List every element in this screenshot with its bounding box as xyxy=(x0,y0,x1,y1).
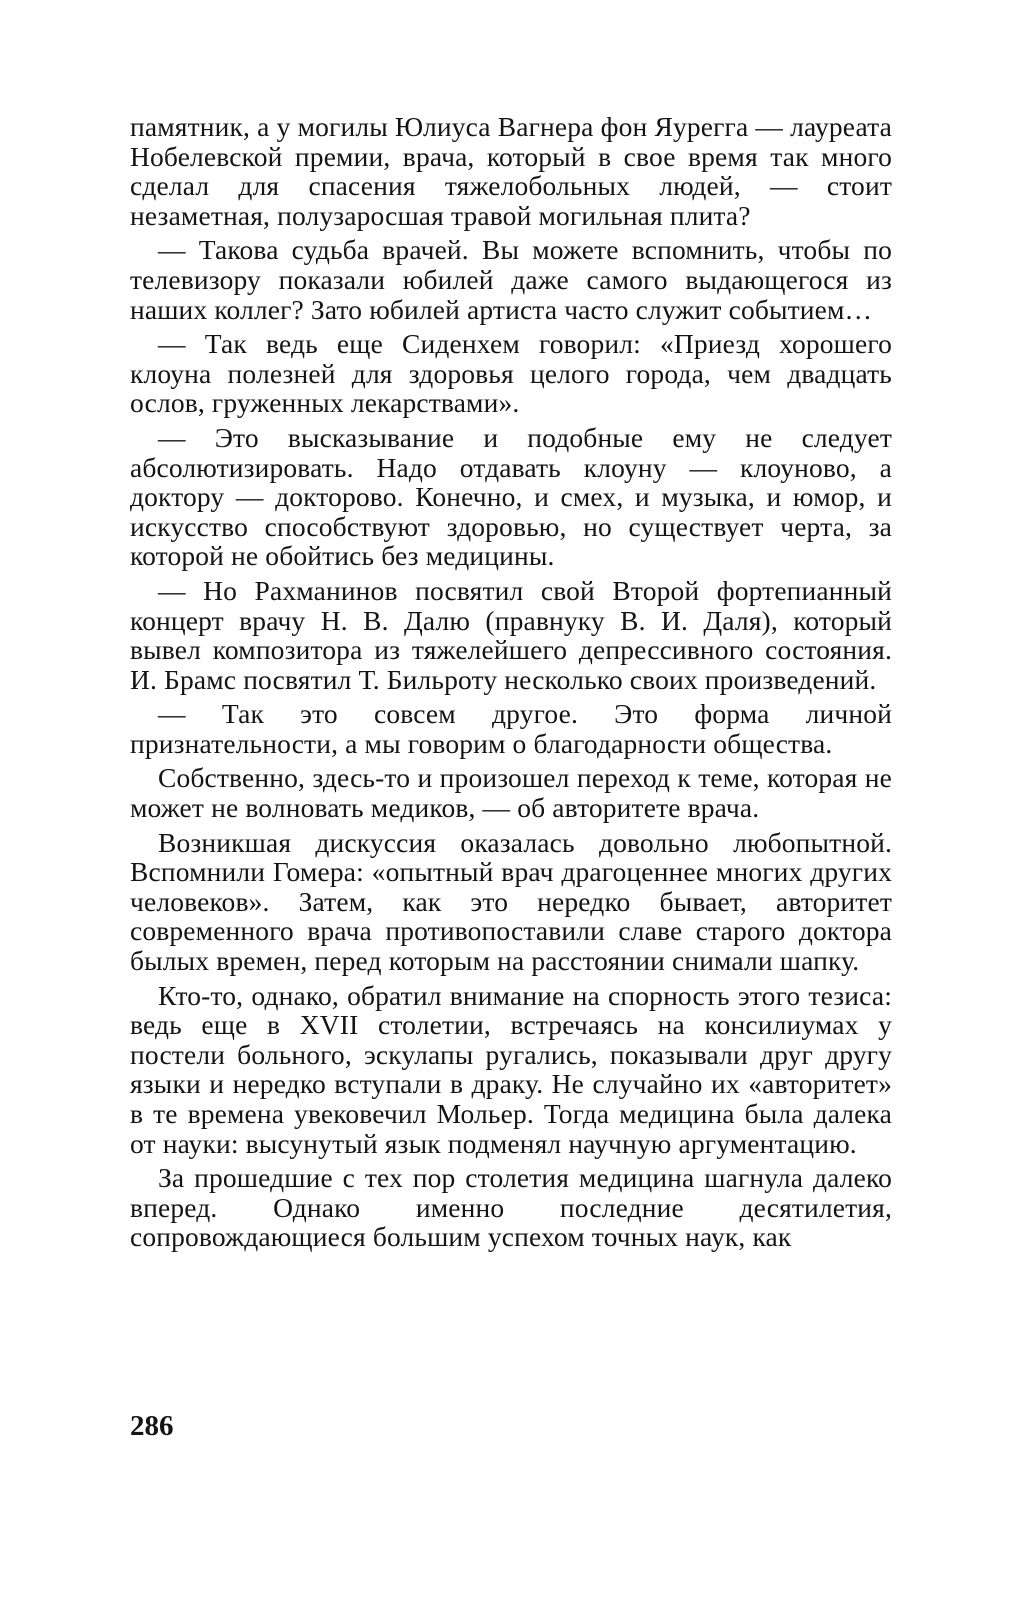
paragraph: Возникшая дискуссия оказалась довольно любопытной. Вспомнили Гомера: «опытный врач драгоценнее многих других человеков». Затем, как это нередко бывает, авторитет современного врача противопоставили славе старого доктора былых времен, перед которым на расстоянии снимали шапку. xyxy=(130,826,892,977)
paragraph: — Так ведь еще Сиденхем говорил: «Приезд хорошего клоуна полезней для здоровья целого города, чем двадцать ослов, груженных лекарствами». xyxy=(130,328,892,419)
paragraph: За прошедшие с тех пор столетия медицина шагнула далеко вперед. Однако именно последние десятилетия, сопровождающиеся большим успехом точных наук, как xyxy=(130,1162,892,1253)
body-text xyxy=(130,112,892,1257)
paragraph: Собственно, здесь-то и произошел переход к теме, которая не может не волновать медиков, — об авторитете врача. xyxy=(130,762,892,824)
paragraph: — Так это совсем другое. Это форма личной признательности, а мы говорим о благодарности общества. xyxy=(130,698,892,759)
page-number: 286 xyxy=(130,1410,174,1442)
paragraph: памятник, а у могилы Юлиуса Вагнера фон Яурегга — лауреата Нобелевской премии, врача, который в свое время так много сделал для спасения тяжелобольных людей, — стоит незаметная, полузаросшая травой могильная плита? xyxy=(130,111,892,231)
paragraph: — Но Рахманинов посвятил свой Второй фортепианный концерт врачу Н. В. Далю (правнуку В. И. Даля), который вывел композитора из тяжелейшего депрессивного состояния. И. Брамс посвятил Т. Бильроту несколько своих произведений. xyxy=(130,574,892,695)
paragraph: Кто-то, однако, обратил внимание на спорность этого тезиса: ведь еще в XVII столетии, встречаясь на консилиумах у постели больного, эскулапы ругались, показывали друг другу языки и нередко вступали в драку. Не случайно их «авторитет» в те времена увековечил Мольер. Тогда медицина была далека от науки: высунутый язык подменял научную аргументацию. xyxy=(130,979,892,1159)
paragraph: — Такова судьба врачей. Вы можете вспомнить, чтобы по телевизору показали юбилей даже самого выдающегося из наших коллег? Зато юбилей артиста часто служит событием… xyxy=(130,234,892,325)
paragraph: — Это высказывание и подобные ему не следует абсолютизировать. Надо отдавать клоуну — клоуново, а доктору — докторово. Конечно, и смех, и музыка, и юмор, и искусство способствуют здоровью, но существует черта, за которой не обойтись без медицины. xyxy=(130,421,892,572)
